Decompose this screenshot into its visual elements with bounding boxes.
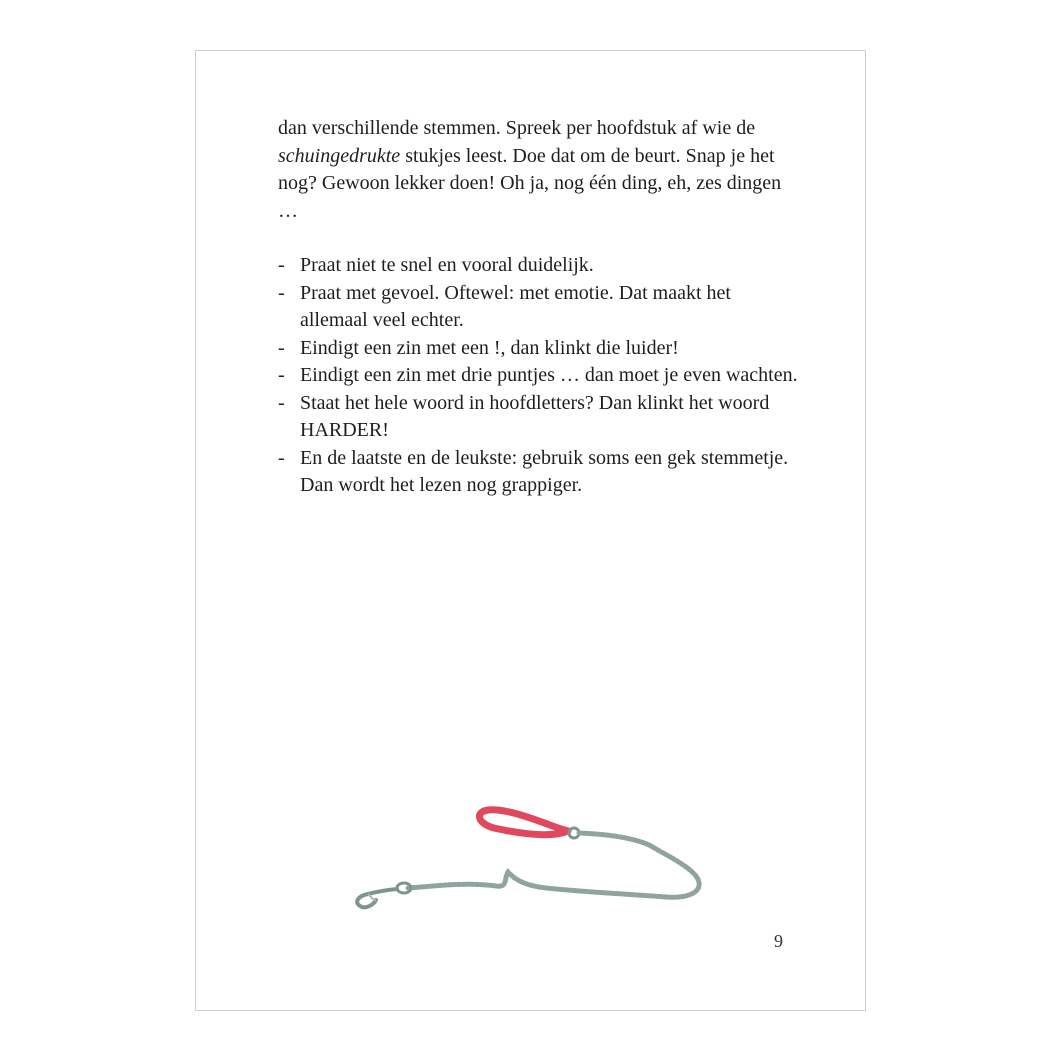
list-item xyxy=(278,280,798,335)
list-item xyxy=(278,362,798,390)
bullet-dash: - xyxy=(278,254,285,276)
bullet-dash: - xyxy=(278,446,285,469)
tip-text: Staat het hele woord in hoofdletters? Dan klinkt het woord HARDER! xyxy=(300,391,770,441)
bullet-dash: - xyxy=(278,364,285,386)
tip-text: Eindigt een zin met een !, dan klinkt die luider! xyxy=(300,336,679,359)
bullet-dash: - xyxy=(278,391,285,414)
list-item xyxy=(278,335,798,363)
leash-chain xyxy=(408,833,699,897)
intro-italic-word: schuingedrukte xyxy=(278,144,401,167)
tip-text: Praat met gevoel. Oftewel: met emotie. Dat maakt het allemaal veel echter. xyxy=(300,281,731,331)
list-item xyxy=(278,252,798,280)
snap-hook xyxy=(357,889,397,907)
page-number: 9 xyxy=(774,931,783,951)
book-page xyxy=(195,50,866,1011)
intro-paragraph xyxy=(278,115,798,225)
tips-list xyxy=(278,252,798,500)
leash-handle xyxy=(479,810,568,835)
tip-text: Eindigt een zin met drie puntjes … dan moet je even wachten. xyxy=(300,364,798,386)
list-item xyxy=(278,390,798,445)
intro-text-part2: stukjes leest. Doe dat om de beurt. Snap je het nog? Gewoon lekker doen! Oh ja, nog één ding, eh, zes dingen … xyxy=(278,144,782,222)
bullet-dash: - xyxy=(278,336,285,359)
body-text xyxy=(278,115,798,500)
dog-leash-illustration xyxy=(346,806,706,916)
list-item xyxy=(278,445,798,500)
intro-text-part1: dan verschillende stemmen. Spreek per hoofdstuk af wie de xyxy=(278,117,756,139)
bullet-dash: - xyxy=(278,281,285,304)
tip-text: Praat niet te snel en vooral duidelijk. xyxy=(300,254,594,276)
tip-text: En de laatste en de leukste: gebruik soms een gek stemmetje. Dan wordt het lezen nog grappiger. xyxy=(300,446,789,496)
